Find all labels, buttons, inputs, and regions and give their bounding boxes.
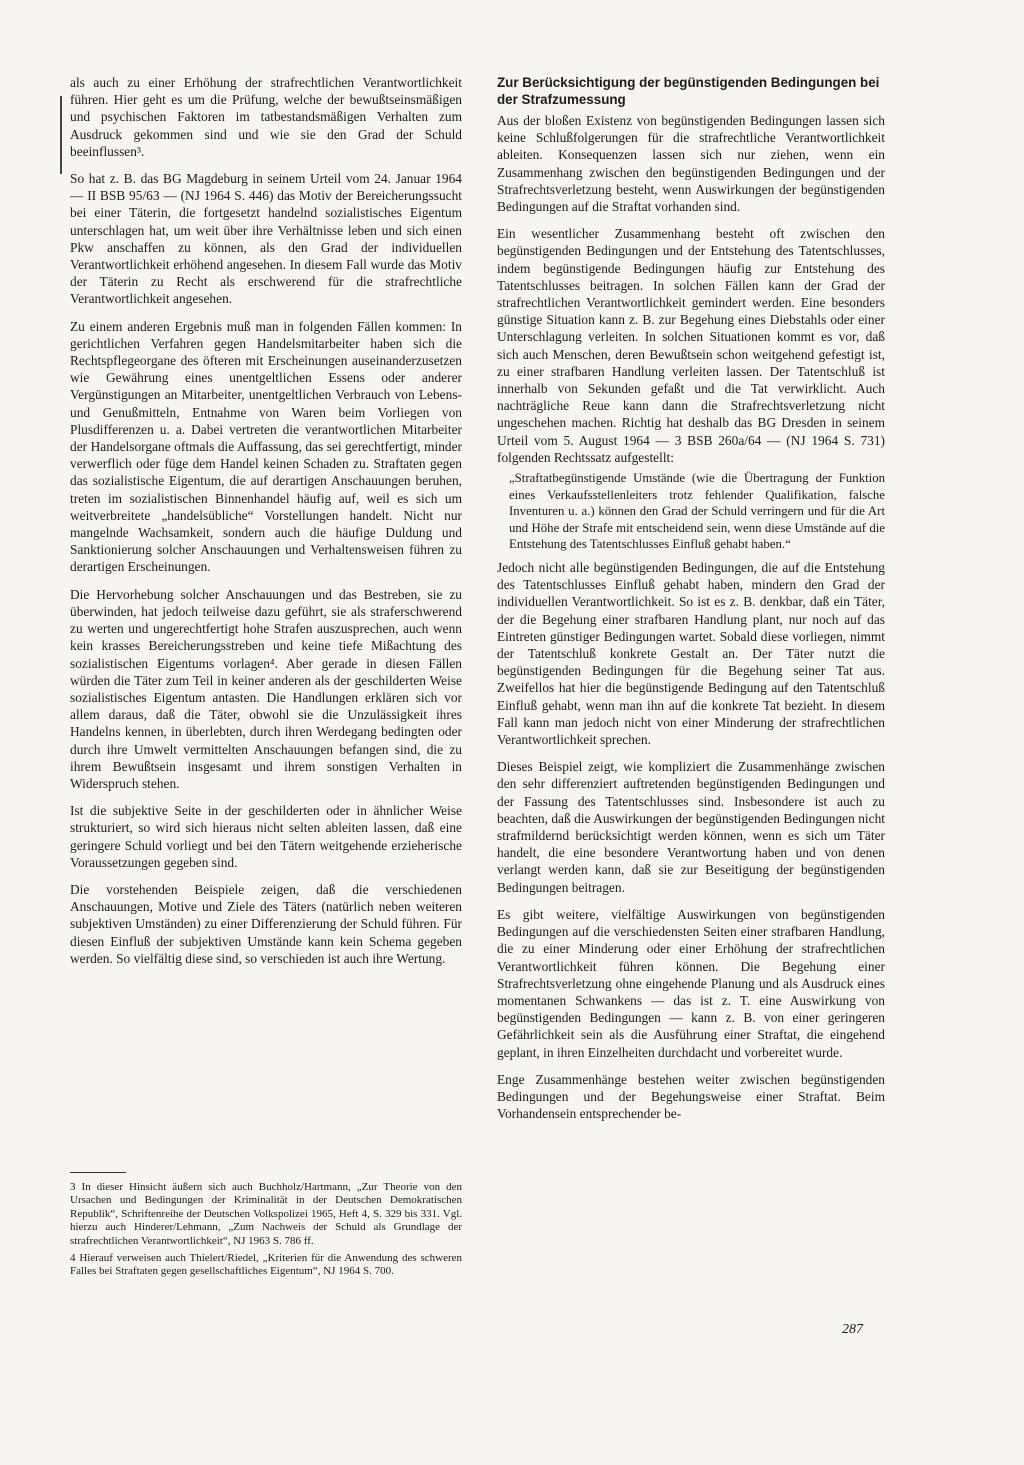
right-column xyxy=(497,74,885,1132)
footnote: 4 Hierauf verweisen auch Thielert/Riedel, „Kriterien für die Anwendung des schweren Falles bei Straftaten gegen gesellschaftliches Eigentum“, NJ 1964 S. 700. xyxy=(70,1252,462,1278)
paragraph: Aus der bloßen Existenz von begünstigenden Bedingungen lassen sich keine Schlußfolgerungen für die strafrechtliche Verantwortlichkeit ableiten. Konsequenzen lassen sich nur ziehen, wenn ein Zusammenhang zwischen den begünstigenden Bedingungen und der Strafrechtsverletzung besteht, wenn Auswirkungen der begünstigenden Bedingungen auf die Straftat vorhanden sind. xyxy=(497,113,885,215)
paragraph: als auch zu einer Erhöhung der strafrechtlichen Verantwortlichkeit führen. Hier geht es um die Prüfung, welche der bewußtseinsmäßigen und psychischen Faktoren im tatbestandsmäßigen Verhalten zum Ausdruck gekommen sind und wie sie den Grad der Schuld beeinflussen³. xyxy=(70,75,462,159)
paragraph: Es gibt weitere, vielfältige Auswirkungen von begünstigenden Bedingungen auf die verschiedensten Seiten einer strafbaren Handlung, die zu einer Minderung oder einer Erhöhung der strafrechtlichen Verantwortlichkeit führen können. Die Begehung einer Strafrechtsverletzung ohne eingehende Planung und als Ausdruck eines momentanen Schwankens — das ist z. T. eine Auswirkung von begünstigenden Bedingungen — kann z. B. von einer geringeren Gefährlichkeit sein als die Ausführung einer Straftat, die eingehend geplant, in ihren Einzelheiten durchdacht und vorbereitet wurde. xyxy=(497,906,885,1060)
paragraph: Enge Zusammenhänge bestehen weiter zwischen begünstigenden Bedingungen und der Begehungsweise einer Straftat. Beim Vorhandensein entsprechender be- xyxy=(497,1071,885,1122)
footnote: 3 In dieser Hinsicht äußern sich auch Buchholz/Hartmann, „Zur Theorie von den Ursachen und Bedingungen der Kriminalität in der Deutschen Demokratischen Republik“, Schriftenreihe der Deutschen Volkspolizei 1965, Heft 4, S. 329 bis 331. Vgl. hierzu auch Hinderer/Lehmann, „Zum Nachweis der Schuld als Grundlage der strafrechtlichen Verantwortlichkeit“, NJ 1963 S. 786 ff. xyxy=(70,1181,462,1247)
paragraph: Zu einem anderen Ergebnis muß man in folgenden Fällen kommen: In gerichtlichen Verfahren gegen Handelsmitarbeiter haben sich die Rechtspflegeorgane des öfteren mit Erscheinungen auseinanderzusetzen wie Gewährung eines unentgeltlichen Essens oder anderer Vergünstigungen an Mitarbeiter, unentgeltlichen Verbrauch von Lebens- und Genußmitteln, Entnahme von Waren beim Vorliegen von Plusdifferenzen u. a. Dabei vertreten die verantwortlichen Mitarbeiter der Handelsorgane oftmals die Auffassung, das sei gerechtfertigt, minder verwerflich oder füge dem Handel keinen Schaden zu. Straftaten gegen das sozialistische Eigentum, die auf derartigen Anschauungen beruhen, treten im sozialistischen Binnenhandel häufig auf, weil es sich um weitverbreitete „handelsübliche“ Vorstellungen handelt. Nicht nur mangelnde Wachsamkeit, sondern auch die häufige Duldung und Sanktionierung solcher Anschauungen und Verhaltensweisen führen zu derartigen Erscheinungen. xyxy=(70,318,462,575)
footnote-rule xyxy=(70,1172,126,1173)
block-quote: „Straftatbegünstigende Umstände (wie die Übertragung der Funktion eines Verkaufsstellenleiters trotz fehlender Qualifikation, falsche Inventuren u. a.) können den Grad der Schuld verringern und für die Art und Höhe der Strafe mit entscheidend sein, wenn diese Umstände auf die Entstehung des Tatentschlusses Einfluß gehabt haben.“ xyxy=(509,471,885,552)
paragraph: Ist die subjektive Seite in der geschilderten oder in ähnlicher Weise strukturiert, so wird sich hieraus nicht selten ableiten lassen, daß eine geringere Schuld vorliegt und bei den Tätern weitgehende erzieherische Voraussetzungen gegeben sind. xyxy=(70,803,462,870)
footnotes xyxy=(70,1172,462,1283)
page-number: 287 xyxy=(842,1322,863,1337)
left-column xyxy=(70,74,462,977)
paragraph: Jedoch nicht alle begünstigenden Bedingungen, die auf die Entstehung des Tatentschlusses Einfluß gehabt haben, mindern den Grad der individuellen Verantwortlichkeit. So ist es z. B. denkbar, daß ein Täter, der die Begehung einer strafbaren Handlung plant, nur noch auf das Eintreten günstiger Bedingungen wartet. Sobald diese vorliegen, nimmt der Tatentschluß konkrete Gestalt an. Der Täter nutzt die begünstigenden Bedingungen für die Begehung seiner Tat aus. Zweifellos hat hier die begünstigende Bedingung auf den Tatentschluß Einfluß gehabt, wenn man ihn auf die konkrete Tat bezieht. In diesem Fall kann man jedoch nicht von einer Minderung der strafrechtlichen Verantwortlichkeit sprechen. xyxy=(497,560,885,748)
paragraph: So hat z. B. das BG Magdeburg in seinem Urteil vom 24. Januar 1964 — II BSB 95/63 — (NJ 1964 S. 446) das Motiv der Bereicherungssucht bei einer Täterin, die fortgesetzt handelnd sozialistisches Eigentum unterschlagen hat, um weit über ihre Verhältnisse leben und sich einen Pkw anschaffen zu können, als den Grad der individuellen Verantwortlichkeit erhöhend angesehen. In diesem Fall wurde das Motiv der Täterin zu Recht als erschwerend für die strafrechtliche Verantwortlichkeit angesehen. xyxy=(70,171,462,307)
paragraph: Die Hervorhebung solcher Anschauungen und das Bestreben, sie zu überwinden, hat jedoch teilweise dazu geführt, sie als straferschwerend zu werten und ungerechtfertigt hohe Strafen auszusprechen, auch wenn kein krasses Bereicherungsstreben und keine tiefe Mißachtung des sozialistischen Eigentums vorlagen⁴. Aber gerade in diesen Fällen würden die Täter zum Teil in keiner anderen als der geschilderten Weise sozialistisches Eigentum antasten. Die Handlungen erklären sich vor allem daraus, daß die Täter, obwohl sie die Unzulässigkeit ihres Handelns kennen, in überlebten, durch ihren Werdegang bedingten oder durch ihre Umwelt vermittelten Anschauungen befangen sind, die zu ihrem Bewußtsein insgesamt und ihrem sonstigen Verhalten in Widerspruch stehen. xyxy=(70,586,462,791)
section-heading: Zur Berücksichtigung der begünstigenden Bedingungen bei der Strafzumessung xyxy=(497,75,880,107)
margin-mark xyxy=(60,96,62,174)
paragraph: Die vorstehenden Beispiele zeigen, daß die verschiedenen Anschauungen, Motive und Ziele des Täters (natürlich neben weiteren subjektiven Umständen) zu einer Differenzierung der Schuld führen. Für diesen Einfluß der subjektiven Umstände kann kein Schema gegeben werden. So vielfältig diese sind, so verschieden ist auch ihre Wertung. xyxy=(70,881,462,966)
paragraph: Dieses Beispiel zeigt, wie kompliziert die Zusammenhänge zwischen den sehr differenziert auftretenden begünstigenden Bedingungen und der Fassung des Tatentschlusses sind. Insbesondere ist auch zu beachten, daß die Auswirkungen der begünstigenden Bedingungen nicht strafmildernd berücksichtigt werden können, wenn es sich um Täter handelt, die eine besondere Verantwortung haben und von denen verlangt werden kann, daß sie zur Beseitigung der begünstigenden Bedingungen beitragen. xyxy=(497,759,885,895)
paragraph: Ein wesentlicher Zusammenhang besteht oft zwischen den begünstigenden Bedingungen und der Entstehung des Tatentschlusses, indem begünstigende Bedingungen häufig zur Entstehung des Tatentschlusses beitragen. In solchen Fällen kann der Grad der strafrechtlichen Verantwortlichkeit gemindert werden. Eine besonders günstige Situation kann z. B. zur Begehung eines Diebstahls oder einer Unterschlagung verleiten. In solchen Situationen kommt es vor, daß sich auch Menschen, deren Bewußtsein schon weitgehend gefestigt ist, zu einer strafbaren Handlung verleiten lassen. Der Tatentschluß ist innerhalb von Sekunden gefaßt und die Tat verwirklicht. Auch nachträgliche Reue kann dann die Strafrechtsverletzung nicht ungeschehen machen. Richtig hat deshalb das BG Dresden in seinem Urteil vom 5. August 1964 — 3 BSB 260a/64 — (NJ 1964 S. 731) folgenden Rechtssatz aufgestellt: xyxy=(497,226,885,465)
